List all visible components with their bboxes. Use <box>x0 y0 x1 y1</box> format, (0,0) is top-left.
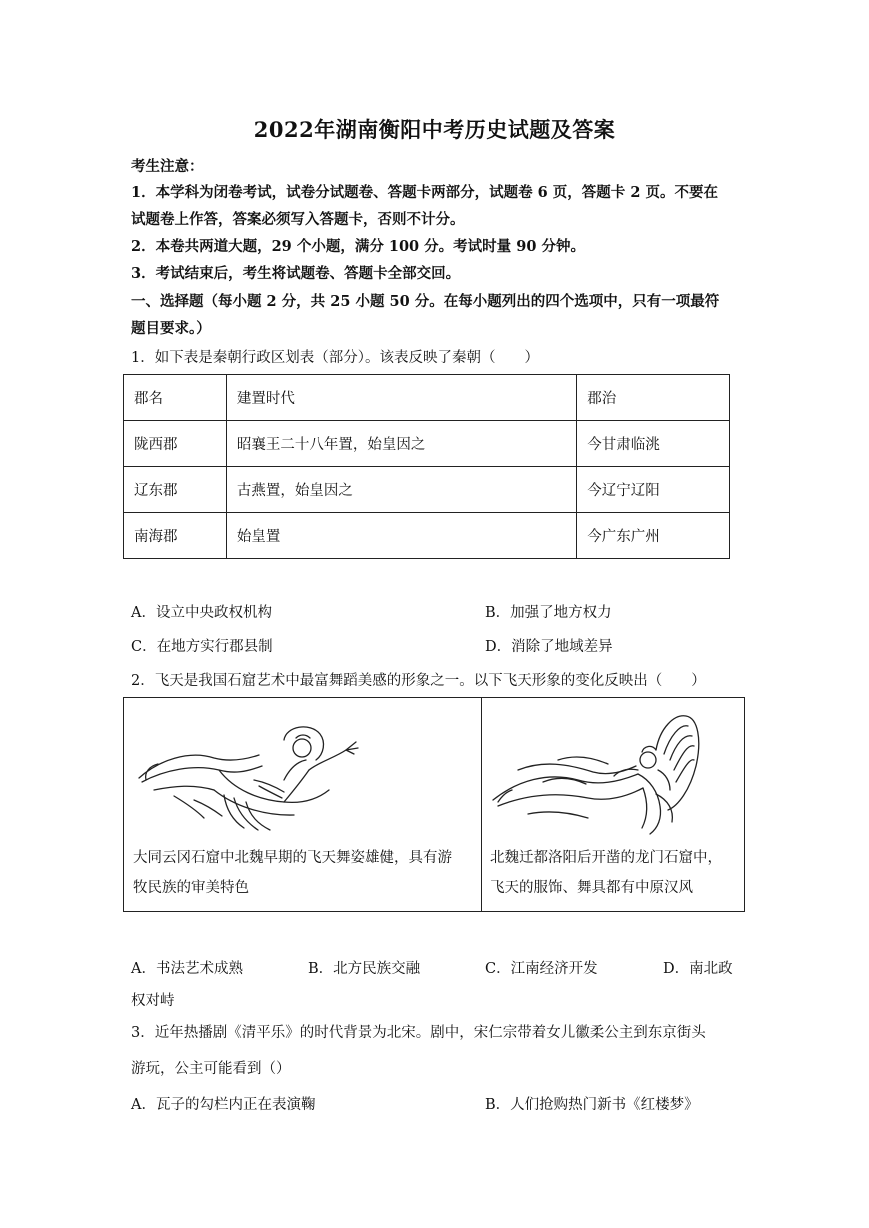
table-cell: 始皇置 <box>226 513 576 559</box>
table-cell: 南海郡 <box>124 513 227 559</box>
table-cell: 今广东广州 <box>577 513 730 559</box>
q3-stem-line-1: 3．近年热播剧《清平乐》的时代背景为北宋。剧中，宋仁宗带着女儿徽柔公主到东京街头 <box>131 1025 706 1041</box>
q2-option-d-continued: 权对峙 <box>131 993 175 1009</box>
table-row <box>124 421 730 467</box>
q2-option-c: C．江南经济开发 <box>485 961 598 977</box>
notice-line-2: 2．本卷共两道大题，29 个小题，满分 100 分。考试时量 90 分钟。 <box>131 238 585 255</box>
notice-line-3: 3．考试结束后，考生将试题卷、答题卡全部交回。 <box>131 265 461 282</box>
left-caption-line-2: 牧民族的审美特色 <box>133 880 249 896</box>
q1-option-a: A．设立中央政权机构 <box>131 605 272 621</box>
table-header-row <box>124 375 730 421</box>
table-cell: 今甘肃临洮 <box>577 421 730 467</box>
table-cell: 辽东郡 <box>124 467 227 513</box>
table-cell: 昭襄王二十八年置，始皇因之 <box>226 421 576 467</box>
yungang-apsara-illustration <box>134 720 364 835</box>
table-row <box>124 513 730 559</box>
longmen-apsara-illustration <box>488 710 738 840</box>
q2-figure-table <box>123 697 745 912</box>
notice-heading: 考生注意： <box>131 158 204 175</box>
table-cell: 陇西郡 <box>124 421 227 467</box>
q1-table <box>123 374 730 559</box>
table-cell: 今辽宁辽阳 <box>577 467 730 513</box>
q3-stem-line-2: 游玩，公主可能看到（） <box>131 1061 291 1077</box>
q3-option-b: B．人们抢购热门新书《红楼梦》 <box>485 1097 699 1113</box>
q1-option-c: C．在地方实行郡县制 <box>131 639 273 655</box>
q2-option-a: A．书法艺术成熟 <box>131 961 243 977</box>
q2-stem: 2．飞天是我国石窟艺术中最富舞蹈美感的形象之一。以下飞天形象的变化反映出（ ） <box>131 673 706 689</box>
notice-line-1b: 试题卷上作答，答案必须写入答题卡，否则不计分。 <box>131 211 465 228</box>
table-header-cell: 郡治 <box>577 375 730 421</box>
q2-option-d: D．南北政 <box>663 961 733 977</box>
table-cell: 古燕置，始皇因之 <box>226 467 576 513</box>
figure-divider <box>481 698 482 911</box>
right-caption-line-1: 北魏迁都洛阳后开凿的龙门石窟中， <box>490 850 722 866</box>
table-header-cell: 郡名 <box>124 375 227 421</box>
section-heading-line-1: 一、选择题（每小题 2 分，共 25 小题 50 分。在每小题列出的四个选项中，只有一项最符 <box>131 293 720 310</box>
table-header-cell: 建置时代 <box>226 375 576 421</box>
right-caption-line-2: 飞天的服饰、舞具都有中原汉风 <box>490 880 693 896</box>
page-title: 2022年湖南衡阳中考历史试题及答案 <box>253 117 616 142</box>
q2-option-b: B．北方民族交融 <box>308 961 421 977</box>
left-caption-line-1: 大同云冈石窟中北魏早期的飞天舞姿雄健，具有游 <box>133 850 452 866</box>
q1-stem: 1．如下表是秦朝行政区划表（部分）。该表反映了秦朝（ ） <box>131 350 539 366</box>
table-row <box>124 467 730 513</box>
q1-option-d: D．消除了地域差异 <box>485 639 613 655</box>
q3-option-a: A．瓦子的勾栏内正在表演鞠 <box>131 1097 316 1113</box>
q1-option-b: B．加强了地方权力 <box>485 605 612 621</box>
notice-line-1a: 1．本学科为闭卷考试，试卷分试题卷、答题卡两部分，试题卷 6 页，答题卡 2 页。不要在 <box>131 184 718 201</box>
section-heading-line-2: 题目要求。） <box>131 320 211 337</box>
